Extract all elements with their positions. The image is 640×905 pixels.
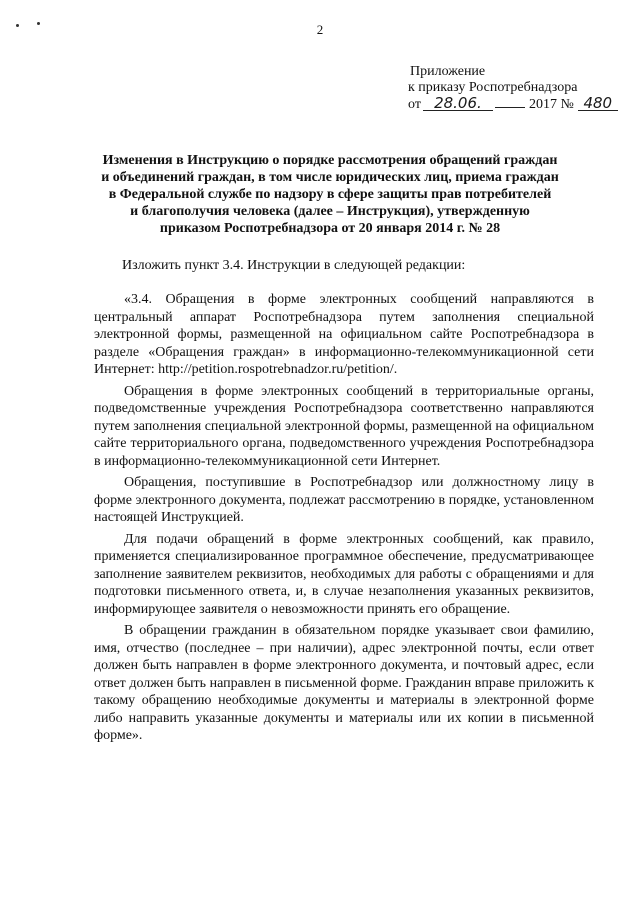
body-paragraph: Для подачи обращений в форме электронных сообщений, как правило, применяется специализированное программное обеспечение, предусматривающее заполнение заявителем реквизитов, необходимых для работы с обращениями и для подготовки письменного ответа, и, в случае незаполнения указанных реквизитов, информирующее заявителя о невозможности принять его обращение. [94, 531, 594, 617]
intro-text: Изложить пункт 3.4. Инструкции в следующей редакции: [122, 258, 466, 273]
body-paragraph: Обращения в форме электронных сообщений в территориальные органы, подведомственные учреждения Роспотребнадзора соответственно направляются путем заполнения специальной электронной формы, размещенной на официальном сайте территориального органа, подведомственного учреждения Роспотребнадзора в информационно-телекоммуникационной сети Интернет. [94, 383, 594, 469]
appendix-from: от [408, 97, 421, 112]
document-body [94, 291, 594, 749]
document-title [80, 152, 580, 237]
title-line: в Федеральной службе по надзору в сфере защиты прав потребителей [108, 187, 552, 202]
appendix-label: Приложение [410, 64, 486, 79]
body-paragraph: В обращении гражданин в обязательном порядке указывает свои фамилию, имя, отчество (последнее – при наличии), адрес электронной почты, если ответ должен быть направлен в форме электронного документа, и почтовый адрес, если ответ должен быть направлен в письменной форме. Гражданин вправе приложить к такому обращению необходимые документы и материалы в электронной форме либо направить указанные документы и материалы или их копии в письменной форме». [94, 623, 594, 743]
appendix-year: 2017 № [528, 97, 574, 112]
appendix-date-line [408, 96, 618, 113]
title-line: Изменения в Инструкцию о порядке рассмотрения обращений граждан [102, 153, 558, 168]
date-underline [495, 107, 525, 108]
appendix-block [408, 64, 618, 113]
page-number: 2 [316, 22, 324, 37]
title-line: приказом Роспотребнадзора от 20 января 2014 г. № 28 [159, 221, 501, 236]
title-line: и благополучия человека (далее – Инструкция), утвержденную [130, 204, 530, 219]
body-paragraph: Обращения, поступившие в Роспотребнадзор или должностному лицу в форме электронного документа, подлежат рассмотрению в порядке, установленном настоящей Инструкцией. [94, 475, 594, 525]
appendix-order-ref: к приказу Роспотребнадзора [408, 80, 578, 95]
handwritten-date: 28.06. [423, 96, 493, 111]
body-paragraph: «3.4. Обращения в форме электронных сообщений направляются в центральный аппарат Роспотребнадзора путем заполнения специальной электронной формы, размещенной на официальном сайте Роспотребнадзора в разделе «Обращения граждан» в информационно-телекоммуникационной сети Интернет: http://petition.rospotrebnadzor.ru/petition/. [94, 292, 594, 377]
handwritten-number: 480 [578, 96, 618, 111]
title-line: и объединений граждан, в том числе юридических лиц, приема граждан [101, 170, 559, 185]
